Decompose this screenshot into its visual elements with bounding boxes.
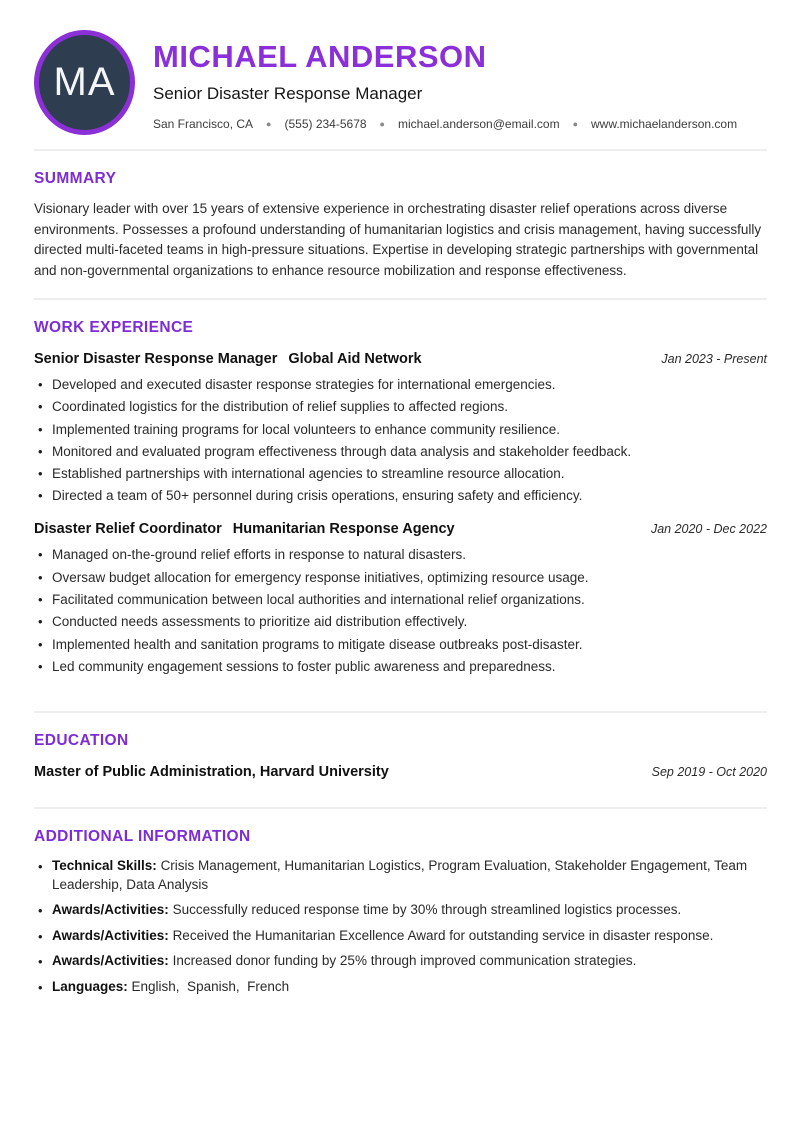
resume-header	[0, 0, 800, 135]
job-bullet: • Directed a team of 50+ personnel during crisis operations, ensuring safety and efficiency.	[34, 487, 767, 504]
separator-dot: ●	[572, 118, 579, 129]
info-item-awards	[34, 926, 767, 945]
contact-website: www.michaelanderson.com	[591, 116, 738, 131]
job-bullet-list	[34, 546, 767, 674]
job-entry	[34, 521, 767, 674]
education-entry	[34, 764, 767, 780]
job-bullet: • Implemented health and sanitation programs to mitigate disease outbreaks post-disaster.	[34, 636, 767, 653]
job-bullet: • Established partnerships with international agencies to streamline resource allocation.	[34, 465, 767, 482]
info-item-label: Awards/Activities:	[52, 902, 169, 918]
job-title: Senior Disaster Response Manager	[34, 351, 278, 367]
contact-email: michael.anderson@email.com	[397, 116, 560, 131]
contact-phone: (555) 234-5678	[284, 116, 367, 131]
job-title: Disaster Relief Coordinator	[34, 521, 222, 538]
person-name: MICHAEL ANDERSON	[153, 39, 487, 74]
avatar-initials: MA	[53, 60, 116, 104]
info-item-label: Languages:	[52, 978, 128, 994]
contact-location: San Francisco, CA	[153, 116, 254, 131]
info-item-text: English, Spanish, French	[131, 978, 290, 994]
info-item-text: Successfully reduced response time by 30% through streamlined logistics processes.	[172, 902, 682, 918]
info-item-label: Awards/Activities:	[52, 953, 169, 969]
person-headline: Senior Disaster Response Manager	[153, 83, 423, 103]
work-experience-heading: WORK EXPERIENCE	[34, 319, 194, 336]
info-item-text: Crisis Management, Humanitarian Logistics, Program Evaluation, Stakeholder Engagement, Team Leadership, Data Analysis	[52, 857, 751, 892]
section-divider	[34, 711, 767, 713]
header-text	[153, 30, 737, 131]
education-heading: EDUCATION	[34, 731, 129, 749]
info-item-awards	[34, 951, 767, 970]
job-bullet: • Conducted needs assessments to prioritize aid distribution effectively.	[34, 613, 767, 630]
section-divider	[34, 298, 767, 300]
degree-and-school: Master of Public Administration, Harvard University	[34, 763, 389, 780]
job-bullet: • Coordinated logistics for the distribution of relief supplies to affected regions.	[34, 398, 767, 415]
job-bullet: • Facilitated communication between local authorities and international relief organizations.	[34, 591, 767, 608]
separator-dot: ●	[379, 118, 385, 129]
job-bullet: • Oversaw budget allocation for emergency response initiatives, optimizing resource usage.	[34, 569, 767, 586]
info-item-label: Technical Skills:	[52, 857, 157, 873]
info-item-text: Received the Humanitarian Excellence Award for outstanding service in disaster response.	[172, 927, 714, 943]
section-divider	[34, 807, 767, 809]
separator-dot: ●	[266, 118, 272, 129]
work-experience-section	[0, 319, 800, 675]
job-bullet: • Led community engagement sessions to foster public awareness and preparedness.	[34, 658, 767, 675]
job-bullet: • Implemented training programs for local volunteers to enhance community resilience.	[34, 421, 767, 438]
section-divider	[34, 149, 767, 151]
additional-information-section	[0, 828, 800, 996]
info-item-label: Awards/Activities:	[52, 927, 169, 943]
summary-text: Visionary leader with over 15 years of extensive experience in orchestrating disaster relief operations across diverse environments. Possesses a profound understanding of humanitarian logistics and crisis management, having successfully directed multi-faceted teams in high-pressure situations. Expertise in developing strategic partnerships with governmental and non-governmental organizations to enhance resource mobilization and response effectiveness.	[34, 201, 762, 278]
summary-section	[0, 170, 800, 281]
avatar	[34, 30, 135, 135]
summary-heading: SUMMARY	[34, 170, 117, 187]
company-name: Global Aid Network	[288, 351, 422, 367]
education-section	[0, 732, 800, 780]
job-dates: Jan 2023 - Present	[661, 352, 767, 366]
additional-info-list	[34, 856, 767, 996]
info-item-awards	[34, 900, 767, 919]
job-header-row	[34, 351, 767, 367]
additional-information-heading: ADDITIONAL INFORMATION	[34, 827, 251, 845]
job-bullet: • Managed on-the-ground relief efforts in response to natural disasters.	[34, 546, 767, 563]
job-bullet: • Developed and executed disaster response strategies for international emergencies.	[34, 376, 767, 393]
education-dates: Sep 2019 - Oct 2020	[651, 764, 767, 779]
company-name: Humanitarian Response Agency	[232, 521, 455, 538]
job-bullet-list	[34, 376, 767, 504]
job-bullet: • Monitored and evaluated program effectiveness through data analysis and stakeholder feedback.	[34, 443, 767, 460]
info-item-technical-skills	[34, 856, 767, 894]
info-item-languages	[34, 977, 767, 996]
job-dates: Jan 2020 - Dec 2022	[650, 522, 767, 537]
info-item-text: Increased donor funding by 25% through improved communication strategies.	[172, 953, 637, 969]
contact-row	[153, 117, 737, 131]
job-entry	[34, 351, 767, 504]
job-header-row	[34, 521, 767, 537]
